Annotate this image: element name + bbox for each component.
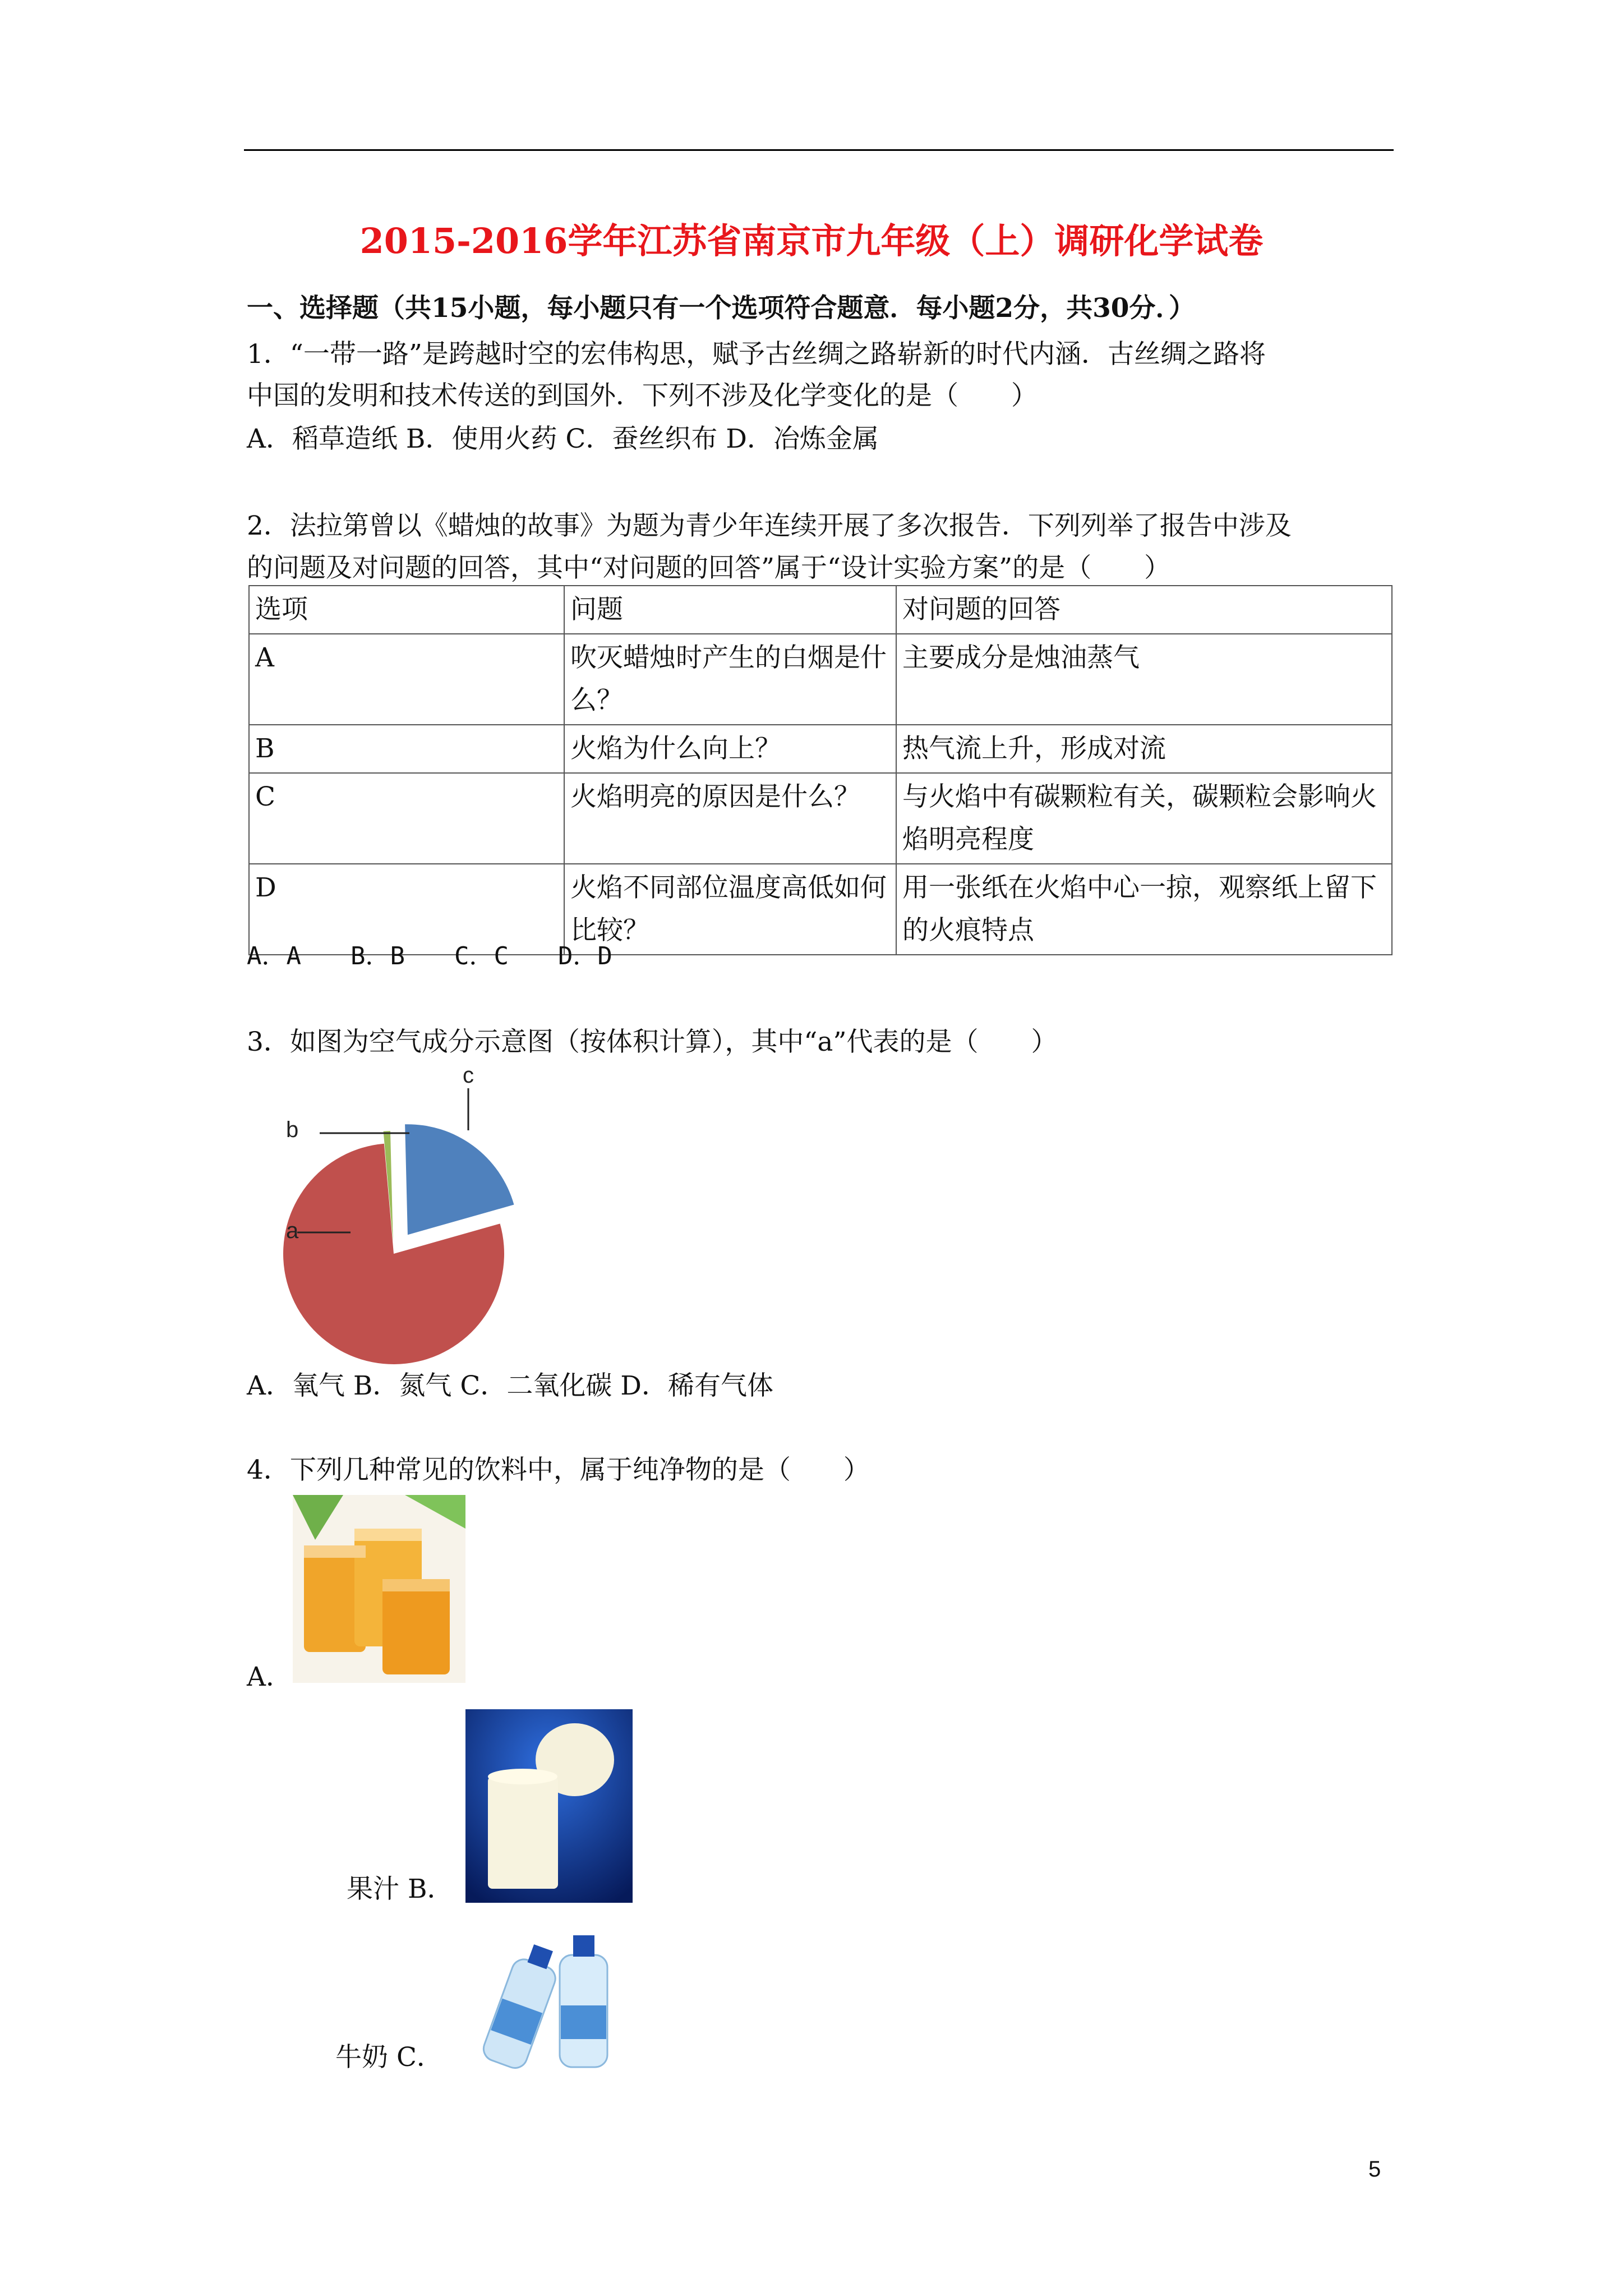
q1-stem-line1: 1．“一带一路”是跨越时空的宏伟构思，赋予古丝绸之路崭新的时代内涵．古丝绸之路将 <box>247 339 1266 370</box>
q4-stem: 4．下列几种常见的饮料中，属于纯净物的是（ ） <box>247 1455 870 1485</box>
table-cell: 火焰为什么向上？ <box>564 725 896 773</box>
table-cell: B <box>249 725 564 773</box>
pie-label-b: b <box>286 1117 299 1142</box>
q3-options: A．氧气 B．氮气 C．二氧化碳 D．稀有气体 <box>247 1370 773 1401</box>
header-rule <box>244 149 1394 151</box>
table-cell: C <box>249 773 564 864</box>
table-row <box>249 725 1392 773</box>
table-cell: D <box>249 864 564 955</box>
milk-image <box>465 1709 633 1903</box>
orange-juice-image <box>293 1495 465 1683</box>
table-cell: 主要成分是烛油蒸气 <box>896 634 1392 725</box>
table-header-cell: 对问题的回答 <box>896 586 1392 634</box>
q2-table <box>248 585 1393 955</box>
q1-options: A．稻草造纸 B．使用火药 C．蚕丝织布 D．冶炼金属 <box>247 424 879 454</box>
table-cell: A <box>249 634 564 725</box>
table-header-cell: 选项 <box>249 586 564 634</box>
table-cell: 用一张纸在火焰中心一掠，观察纸上留下的火痕特点 <box>896 864 1392 955</box>
q2-stem-line2: 的问题及对问题的回答，其中“对问题的回答”属于“设计实验方案”的是（ ） <box>247 553 1171 583</box>
table-cell: 与火焰中有碳颗粒有关，碳颗粒会影响火焰明亮程度 <box>896 773 1392 864</box>
section-heading: 一、选择题（共15小题，每小题只有一个选项符合题意．每小题2分，共30分．） <box>247 293 1196 324</box>
table-cell: 吹灭蜡烛时产生的白烟是什么？ <box>564 634 896 725</box>
pie-slice-c <box>405 1124 514 1235</box>
page-title: 2015-2016学年江苏省南京市九年级（上）调研化学试卷 <box>359 220 1264 261</box>
q2-stem-line1: 2．法拉第曾以《蜡烛的故事》为题为青少年连续开展了多次报告．下列列举了报告中涉及 <box>247 510 1292 541</box>
pie-label-a: a <box>286 1218 299 1243</box>
q4-option-c-label: 牛奶 C． <box>335 2042 443 2073</box>
air-composition-pie-chart <box>241 1057 533 1372</box>
table-cell: 火焰明亮的原因是什么？ <box>564 773 896 864</box>
table-row <box>249 773 1392 864</box>
q4-option-a-label: A． <box>247 1662 292 1692</box>
q4-option-b-label: 果汁 B． <box>347 1874 454 1904</box>
q3-stem: 3．如图为空气成分示意图（按体积计算），其中“a”代表的是（ ） <box>247 1027 1058 1057</box>
table-header-row <box>249 586 1392 634</box>
table-cell: 热气流上升，形成对流 <box>896 725 1392 773</box>
page-number: 5 <box>1368 2157 1381 2182</box>
table-row <box>249 634 1392 725</box>
q1-stem-line2: 中国的发明和技术传送的到国外．下列不涉及化学变化的是（ ） <box>247 380 1038 411</box>
table-cell: 火焰不同部位温度高低如何比较？ <box>564 864 896 955</box>
table-header-cell: 问题 <box>564 586 896 634</box>
q2-options: A．A B．B C．C D．D <box>247 942 612 970</box>
pie-label-c: c <box>463 1063 474 1088</box>
bottled-water-image <box>470 1927 621 2076</box>
